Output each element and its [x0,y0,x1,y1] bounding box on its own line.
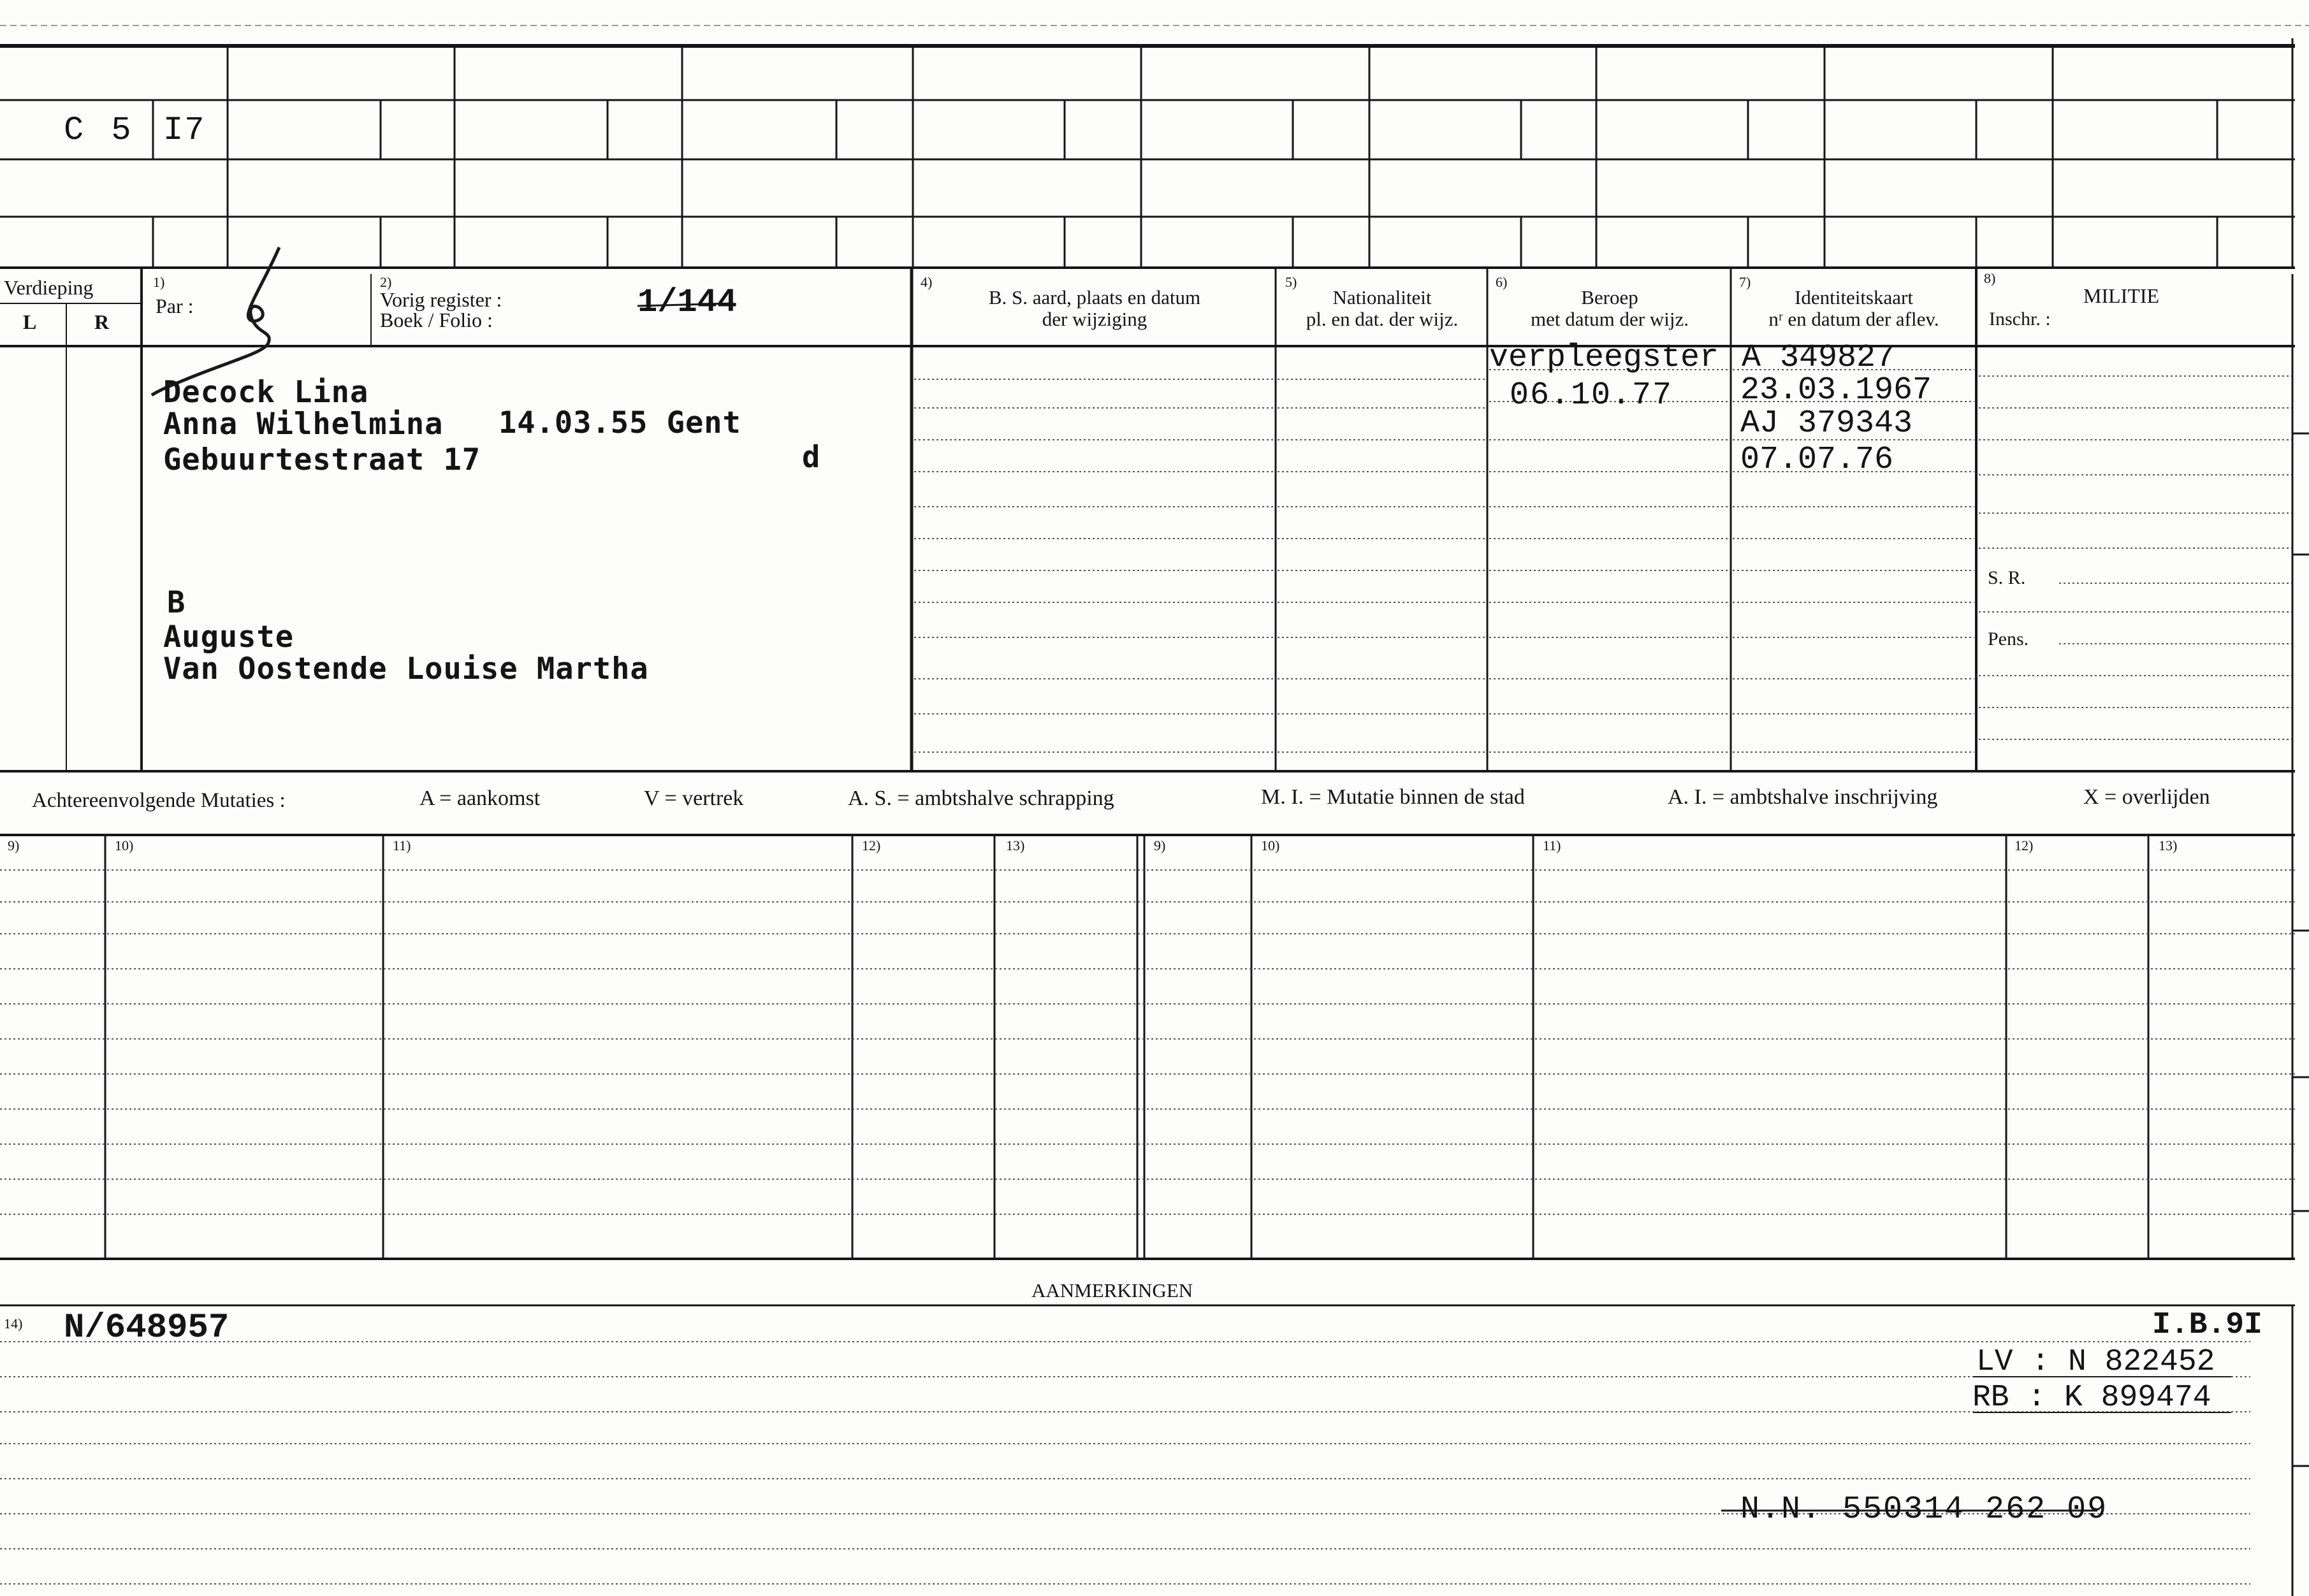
col1-number: 1) [153,274,165,290]
beroep-value: verpleegster [1489,340,1719,376]
col1-label: Par : [156,294,194,317]
col4-line2: der wijziging [1042,308,1147,330]
mut-col-12-left: 12) [862,838,881,853]
rb-number: RB : K 899474 [1972,1381,2211,1415]
mut-col-9-right: 9) [1154,838,1166,853]
verdieping-right: R [94,310,110,333]
col6-line2: met datum der wijz. [1531,308,1689,330]
handwritten-mark [152,247,279,395]
national-number: N.N. 550314 262 09 [1740,1491,2108,1528]
mut-col-11-left: 11) [393,838,411,853]
identity-date-2: 07.07.76 [1740,442,1894,478]
identity-card-2: AJ 379343 [1740,405,1913,442]
col5-number: 5) [1285,274,1297,290]
verdieping-label: Verdieping [4,276,94,299]
person-status: B [167,585,186,620]
inschr-label: Inschr. : [1989,308,2051,330]
beroep-date: 06.10.77 [1510,377,1673,414]
top-number: I7 [163,112,206,149]
col8-number: 8) [1984,270,1996,286]
col2-boek-label: Boek / Folio : [380,308,493,331]
col2-register-label: Vorig register : [380,288,502,311]
legend-aankomst: A = aankomst [419,787,541,810]
mut-col-12-right: 12) [2014,838,2034,853]
col2-number: 2) [380,274,392,290]
col4-number: 4) [921,274,933,290]
col5-line1: Nationaliteit [1332,286,1432,308]
verdieping-left: L [23,310,37,333]
mut-col-10-left: 10) [115,838,134,853]
mutaties-label: Achtereenvolgende Mutaties : [32,789,286,812]
legend-overlijden: X = overlijden [2083,785,2210,809]
mut-col-13-right: 13) [2159,838,2178,853]
identity-date-1: 23.03.1967 [1740,372,1932,409]
legend-schrapping: A. S. = ambtshalve schrapping [848,787,1114,810]
sr-label: S. R. [1988,567,2026,588]
person-name: Decock Lina [163,375,369,410]
col7-line2: nʳ en datum der aflev. [1768,308,1939,330]
person-address: Gebuurtestraat 17 [163,442,481,477]
top-code: C 5 [64,112,135,149]
form-code: I.B.9I [2152,1308,2262,1342]
person-birth: 14.03.55 Gent [499,405,741,440]
aanmerkingen-title: AANMERKINGEN [1031,1279,1193,1302]
legend-vertrek: V = vertrek [644,787,744,810]
person-other-names: Anna Wilhelmina [163,407,444,442]
legend-inschrijving: A. I. = ambtshalve inschrijving [1668,785,1938,809]
mut-col-10-right: 10) [1261,838,1280,853]
col6-number: 6) [1496,274,1508,290]
col7-number: 7) [1739,274,1751,290]
person-mother: Van Oostende Louise Martha [163,651,649,686]
identity-card-1: A 349827 [1742,340,1895,376]
lv-number: LV : N 822452 [1976,1345,2215,1379]
col7-line1: Identiteitskaart [1795,286,1913,308]
vorig-register-value: 1/144 [637,284,738,321]
aanmerkingen-reference: N/648957 [64,1309,229,1347]
col4-line1: B. S. aard, plaats en datum [988,286,1201,308]
legend-mutatie-stad: M. I. = Mutatie binnen de stad [1261,785,1525,809]
mut-col-9-left: 9) [8,838,20,853]
aanmerkingen-number: 14) [4,1316,23,1331]
militie-title: MILITIE [2083,284,2160,307]
col6-line1: Beroep [1581,286,1638,308]
pens-label: Pens. [1988,628,2029,649]
col5-line2: pl. en dat. der wijz. [1306,308,1459,330]
person-father: Auguste [163,620,295,655]
mut-col-11-right: 11) [1543,838,1561,853]
mut-col-13-left: 13) [1006,838,1025,853]
person-marker: d [802,440,821,475]
